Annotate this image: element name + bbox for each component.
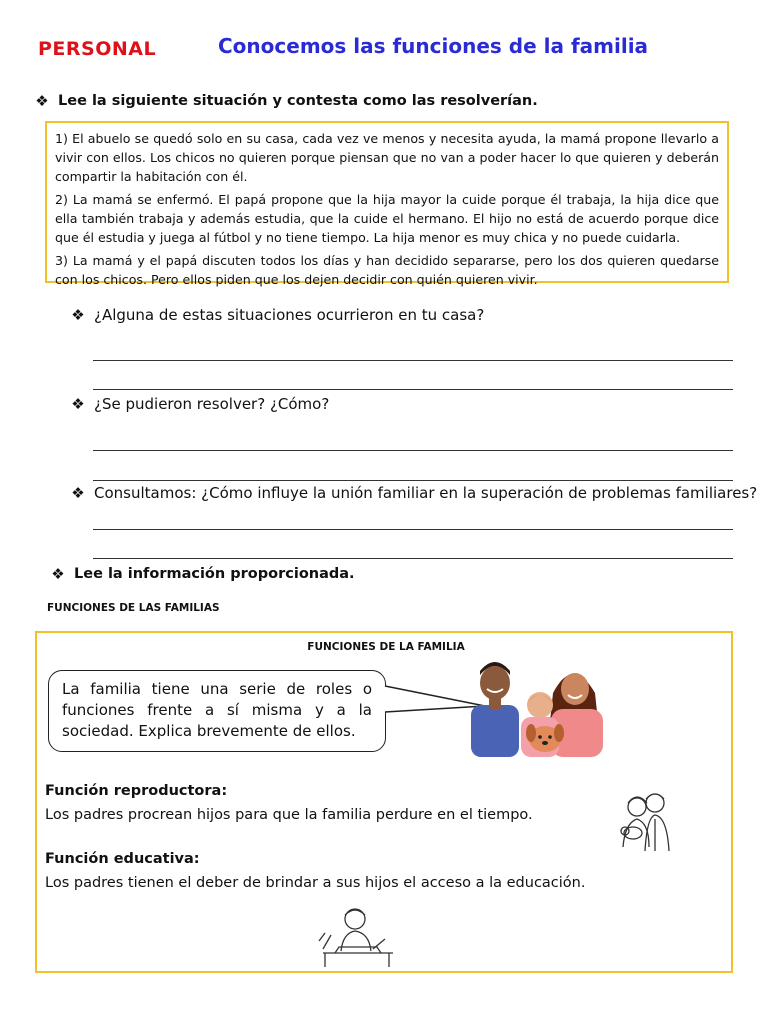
page-title: Conocemos las funciones de la familia <box>218 34 649 58</box>
question-3 <box>70 484 757 502</box>
answer-line[interactable] <box>93 389 733 390</box>
question-1 <box>70 306 484 324</box>
box-title: FUNCIONES DE LA FAMILIA <box>307 641 465 653</box>
diamond-bullet-icon: ❖ <box>51 565 65 583</box>
parents-with-baby-illustration <box>611 789 681 859</box>
diamond-bullet-icon: ❖ <box>71 484 85 502</box>
function-heading-educational: Función educativa: <box>45 851 200 867</box>
question-2 <box>70 395 329 413</box>
question-text: Consultamos: ¿Cómo influye la unión familiar en la superación de problemas familiares? <box>94 484 758 502</box>
diamond-bullet-icon: ❖ <box>71 306 85 324</box>
speech-bubble: La familia tiene una serie de roles o funciones frente a sí misma y a la sociedad. Explica brevemente de ellos. <box>48 670 386 752</box>
function-heading-reproductive: Función reproductora: <box>45 783 228 799</box>
situations-box <box>45 121 729 287</box>
family-functions-box <box>35 631 733 973</box>
section-heading: FUNCIONES DE LAS FAMILIAS <box>47 602 220 614</box>
child-studying-illustration <box>315 903 401 969</box>
question-text: ¿Alguna de estas situaciones ocurrieron en tu casa? <box>94 306 485 324</box>
diamond-bullet-icon: ❖ <box>35 92 49 110</box>
answer-line[interactable] <box>93 480 733 481</box>
situation-3: 3) La mamá y el papá discuten todos los días y han decidido separarse, pero los dos quieren quedarse con los chicos. Pero ellos piden que los dejen decidir con quién quieren vivir. <box>55 253 719 287</box>
instruction-read-situation <box>34 92 538 110</box>
answer-line[interactable] <box>93 360 733 361</box>
situation-1: 1) El abuelo se quedó solo en su casa, cada vez ve menos y necesita ayuda, la mamá propone llevarlo a vivir con ellos. Los chicos no quieren porque piensan que no van a poder hacer lo que quieren y deberán compartir la habitación con él. <box>55 131 719 184</box>
answer-line[interactable] <box>93 529 733 530</box>
function-text-reproductive: Los padres procrean hijos para que la familia perdure en el tiempo. <box>45 807 533 823</box>
situation-2: 2) La mamá se enfermó. El papá propone que la hija mayor la cuide porque él trabaja, la hija dice que ella también trabaja y además estudia, que la cuide el hermano. El hijo no está de acuerdo porque dice que él estudia y juega al fútbol y no tiene tiempo. La hija menor es muy chica y no puede cuidarla. <box>55 192 719 245</box>
answer-line[interactable] <box>93 558 733 559</box>
diamond-bullet-icon: ❖ <box>71 395 85 413</box>
instruction-text: Lee la siguiente situación y contesta como las resolverían. <box>58 93 538 109</box>
function-text-educational: Los padres tienen el deber de brindar a sus hijos el acceso a la educación. <box>45 875 586 891</box>
family-illustration <box>465 653 615 757</box>
answer-line[interactable] <box>93 450 733 451</box>
question-text: ¿Se pudieron resolver? ¿Cómo? <box>94 395 330 413</box>
instruction-text: Lee la información proporcionada. <box>74 566 355 582</box>
subject-tag: PERSONAL <box>38 38 157 60</box>
instruction-read-info <box>50 565 355 583</box>
